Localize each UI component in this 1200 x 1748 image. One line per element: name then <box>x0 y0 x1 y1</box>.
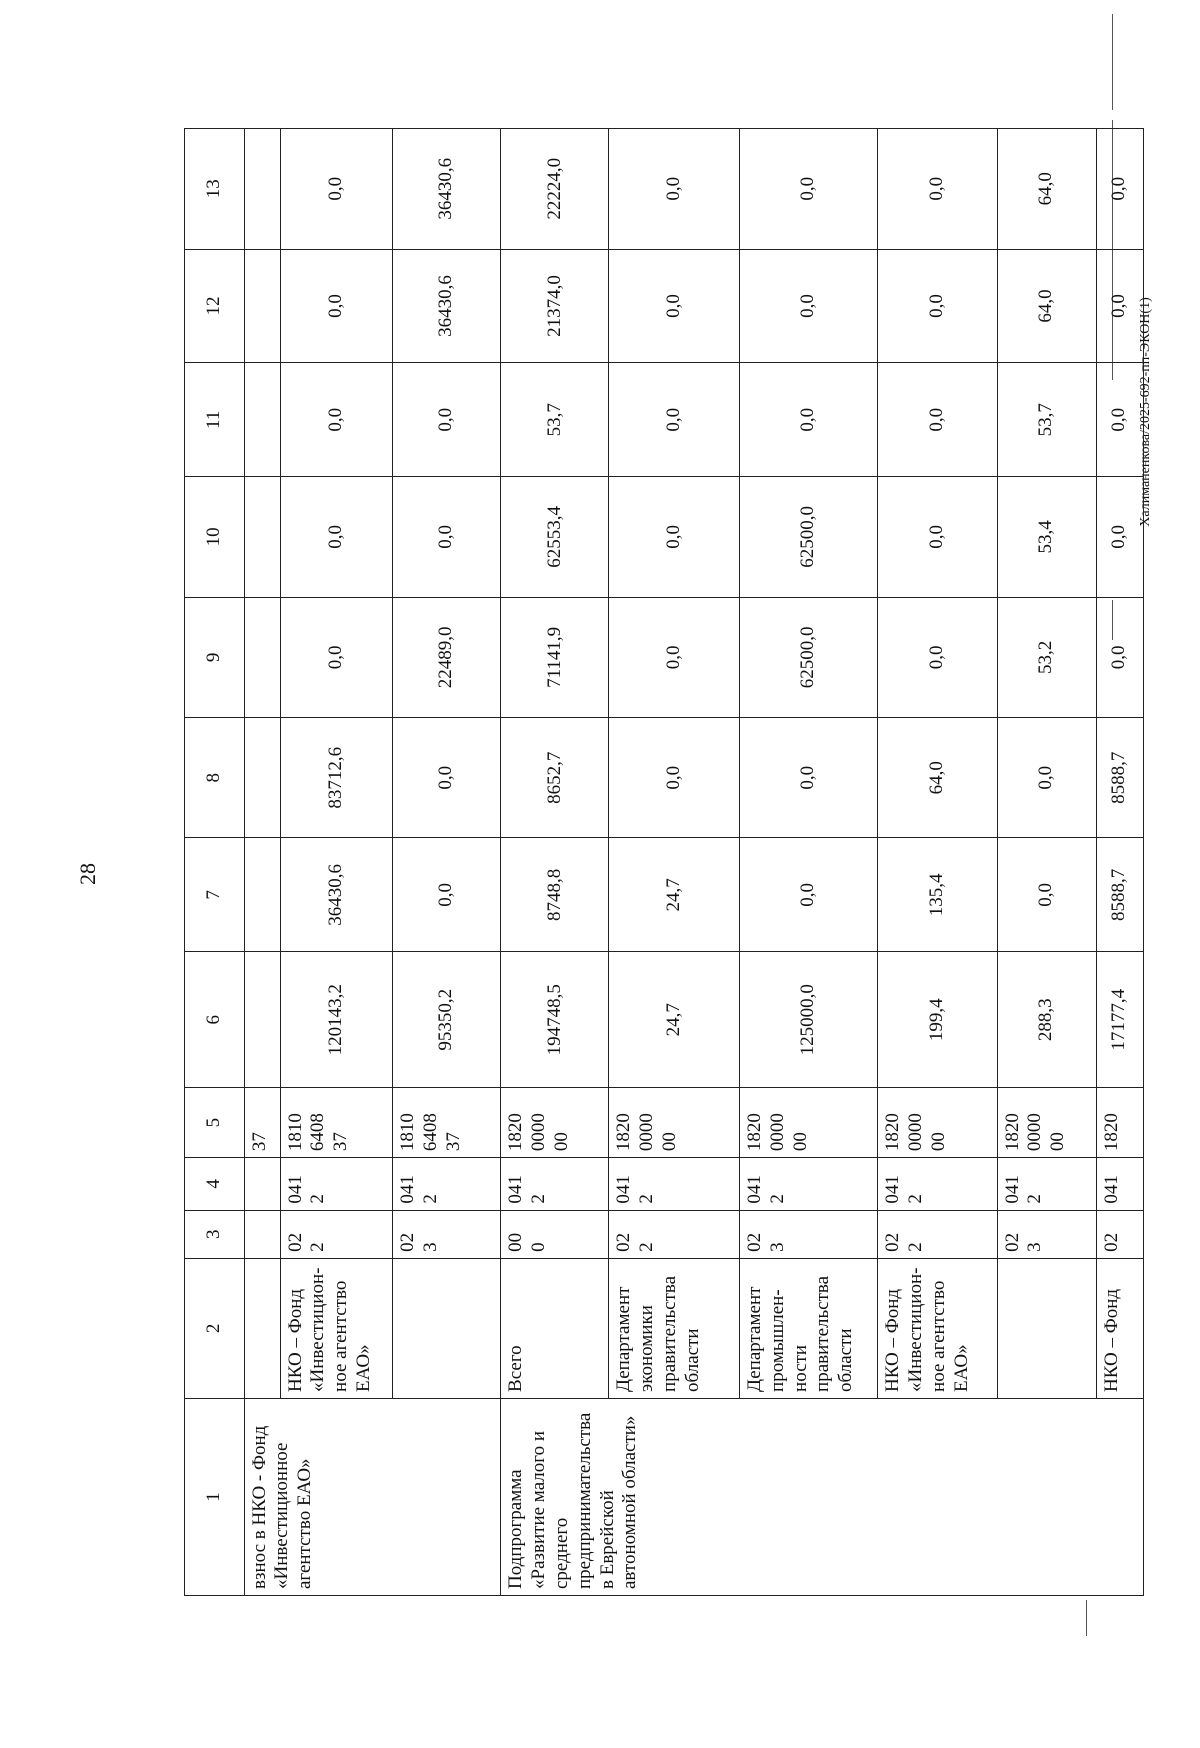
cell-col-7 <box>244 838 280 952</box>
cell-col-3: 02 <box>1096 1210 1143 1258</box>
cell-col-5: 1820 0000 00 <box>609 1088 740 1158</box>
table-row <box>1096 129 1143 1596</box>
cell-col-4: 041 2 <box>501 1158 609 1211</box>
cell-col-6: 120143,2 <box>280 952 393 1088</box>
column-number-13: 13 <box>185 129 245 250</box>
cell-col-9: 62500,0 <box>739 597 877 717</box>
cell-col-8: 8652,7 <box>501 718 609 838</box>
cell-col-9 <box>244 597 280 717</box>
cell-col-4: 041 2 <box>393 1158 501 1211</box>
cell-col-8: 0,0 <box>997 718 1096 838</box>
cell-col-12: 0,0 <box>1096 249 1143 363</box>
cell-col-13: 36430,6 <box>393 129 501 250</box>
cell-col-3: 02 2 <box>280 1210 393 1258</box>
cell-col-10: 62553,4 <box>501 477 609 597</box>
document-code: Халиманенкова/2025-692-пп-ЭКОН(1) <box>1138 297 1153 527</box>
cell-col-11: 0,0 <box>1096 363 1143 477</box>
cell-col-2: НКО – Фонд <box>1096 1258 1143 1398</box>
cell-col-11: 53,7 <box>997 363 1096 477</box>
cell-col-2: НКО – Фонд «Инвестицион-ное агентство ЕАО» <box>878 1258 997 1398</box>
scan-edge-mark <box>1112 14 1113 110</box>
column-number-8: 8 <box>185 718 245 838</box>
column-number-11: 11 <box>185 363 245 477</box>
cell-col-11: 0,0 <box>393 363 501 477</box>
cell-col-2: Департамент промышлен-ности правительства области <box>739 1258 877 1398</box>
table-body <box>185 129 1144 1596</box>
cell-col-8: 8588,7 <box>1096 718 1143 838</box>
cell-col-9: 0,0 <box>609 597 740 717</box>
cell-col-3: 02 3 <box>393 1210 501 1258</box>
cell-col-13: 0,0 <box>739 129 877 250</box>
cell-col-3: 02 2 <box>878 1210 997 1258</box>
cell-col-11: 0,0 <box>609 363 740 477</box>
cell-col-7: 0,0 <box>739 838 877 952</box>
cell-col-10: 0,0 <box>609 477 740 597</box>
cell-col-4: 041 <box>1096 1158 1143 1211</box>
column-number-2: 2 <box>185 1258 245 1398</box>
cell-col-5: 1820 <box>1096 1088 1143 1158</box>
cell-col-11: 53,7 <box>501 363 609 477</box>
cell-col-4 <box>244 1158 280 1211</box>
cell-col-6: 288,3 <box>997 952 1096 1088</box>
cell-col-7: 36430,6 <box>280 838 393 952</box>
cell-col-2 <box>393 1258 501 1398</box>
cell-col-7: 135,4 <box>878 838 997 952</box>
cell-col-12: 21374,0 <box>501 249 609 363</box>
cell-col-13: 64,0 <box>997 129 1096 250</box>
cell-col-2: НКО – Фонд «Инвестицион-ное агентство ЕАО» <box>280 1258 393 1398</box>
cell-col-13: 0,0 <box>878 129 997 250</box>
column-number-7: 7 <box>185 838 245 952</box>
cell-col-5: 1820 0000 00 <box>878 1088 997 1158</box>
table-row <box>878 129 997 1596</box>
cell-col-7: 8748,8 <box>501 838 609 952</box>
rotated-table-wrapper <box>184 128 1144 1596</box>
cell-col-10: 0,0 <box>393 477 501 597</box>
cell-col-3 <box>244 1210 280 1258</box>
cell-col-4: 041 2 <box>878 1158 997 1211</box>
cell-col-8 <box>244 718 280 838</box>
cell-col-8: 0,0 <box>739 718 877 838</box>
scan-edge-mark <box>1086 1600 1087 1636</box>
table-row <box>739 129 877 1596</box>
row-group-label: Подпрограмма «Развитие малого и среднего предпринимательства в Еврейской автономной области» <box>501 1398 1144 1595</box>
cell-col-12: 0,0 <box>878 249 997 363</box>
cell-col-2: Всего <box>501 1258 609 1398</box>
cell-col-12 <box>244 249 280 363</box>
cell-col-12: 64,0 <box>997 249 1096 363</box>
cell-col-4: 041 2 <box>280 1158 393 1211</box>
table-row <box>997 129 1096 1596</box>
column-number-6: 6 <box>185 952 245 1088</box>
cell-col-10: 0,0 <box>878 477 997 597</box>
cell-col-4: 041 2 <box>997 1158 1096 1211</box>
cell-col-6: 95350,2 <box>393 952 501 1088</box>
column-number-10: 10 <box>185 477 245 597</box>
cell-col-8: 64,0 <box>878 718 997 838</box>
column-number-5: 5 <box>185 1088 245 1158</box>
cell-col-4: 041 2 <box>739 1158 877 1211</box>
table-row <box>280 129 393 1596</box>
cell-col-7: 24,7 <box>609 838 740 952</box>
budget-table <box>184 128 1144 1596</box>
cell-col-13: 0,0 <box>280 129 393 250</box>
cell-col-13: 0,0 <box>609 129 740 250</box>
cell-col-5: 1810 6408 37 <box>280 1088 393 1158</box>
cell-col-5: 1820 0000 00 <box>997 1088 1096 1158</box>
cell-col-5: 1820 0000 00 <box>739 1088 877 1158</box>
cell-col-7: 0,0 <box>997 838 1096 952</box>
cell-col-2: Департамент экономики правительства области <box>609 1258 740 1398</box>
cell-col-2 <box>244 1258 280 1398</box>
cell-col-9: 71141,9 <box>501 597 609 717</box>
cell-col-7: 0,0 <box>393 838 501 952</box>
cell-col-9: 0,0 <box>878 597 997 717</box>
cell-col-13: 22224,0 <box>501 129 609 250</box>
table-row <box>244 129 280 1596</box>
cell-col-13 <box>244 129 280 250</box>
cell-col-12: 0,0 <box>280 249 393 363</box>
cell-col-8: 0,0 <box>393 718 501 838</box>
cell-col-9: 0,0 <box>280 597 393 717</box>
cell-col-5: 1820 0000 00 <box>501 1088 609 1158</box>
column-number-1: 1 <box>185 1398 245 1595</box>
cell-col-13: 0,0 <box>1096 129 1143 250</box>
cell-col-3: 02 2 <box>609 1210 740 1258</box>
column-number-9: 9 <box>185 597 245 717</box>
cell-col-10: 0,0 <box>280 477 393 597</box>
cell-col-8: 0,0 <box>609 718 740 838</box>
cell-col-6 <box>244 952 280 1088</box>
cell-col-3: 02 3 <box>739 1210 877 1258</box>
cell-col-6: 199,4 <box>878 952 997 1088</box>
cell-col-10: 53,4 <box>997 477 1096 597</box>
cell-col-3: 02 3 <box>997 1210 1096 1258</box>
cell-col-6: 17177,4 <box>1096 952 1143 1088</box>
cell-col-9: 53,2 <box>997 597 1096 717</box>
cell-col-5: 1810 6408 37 <box>393 1088 501 1158</box>
table-row <box>393 129 501 1596</box>
cell-col-2 <box>997 1258 1096 1398</box>
cell-col-11 <box>244 363 280 477</box>
cell-col-6: 194748,5 <box>501 952 609 1088</box>
cell-col-9: 22489,0 <box>393 597 501 717</box>
cell-col-6: 24,7 <box>609 952 740 1088</box>
cell-col-9: 0,0 <box>1096 597 1143 717</box>
table-row <box>501 129 609 1596</box>
column-number-3: 3 <box>185 1210 245 1258</box>
cell-col-10 <box>244 477 280 597</box>
page-number: 28 <box>75 863 100 885</box>
column-number-4: 4 <box>185 1158 245 1211</box>
column-number-12: 12 <box>185 249 245 363</box>
cell-col-12: 0,0 <box>609 249 740 363</box>
cell-col-6: 125000,0 <box>739 952 877 1088</box>
cell-col-12: 0,0 <box>739 249 877 363</box>
cell-col-12: 36430,6 <box>393 249 501 363</box>
cell-col-8: 83712,6 <box>280 718 393 838</box>
cell-col-10: 62500,0 <box>739 477 877 597</box>
table-row <box>609 129 740 1596</box>
cell-col-10: 0,0 <box>1096 477 1143 597</box>
cell-col-11: 0,0 <box>878 363 997 477</box>
cell-col-7: 8588,7 <box>1096 838 1143 952</box>
cell-col-4: 041 2 <box>609 1158 740 1211</box>
row-group-label: взнос в НКО - Фонд «Инвестиционное агентство ЕАО» <box>244 1398 501 1595</box>
cell-col-11: 0,0 <box>280 363 393 477</box>
cell-col-3: 00 0 <box>501 1210 609 1258</box>
table-header-row <box>185 129 245 1596</box>
cell-col-11: 0,0 <box>739 363 877 477</box>
cell-col-5: 37 <box>244 1088 280 1158</box>
